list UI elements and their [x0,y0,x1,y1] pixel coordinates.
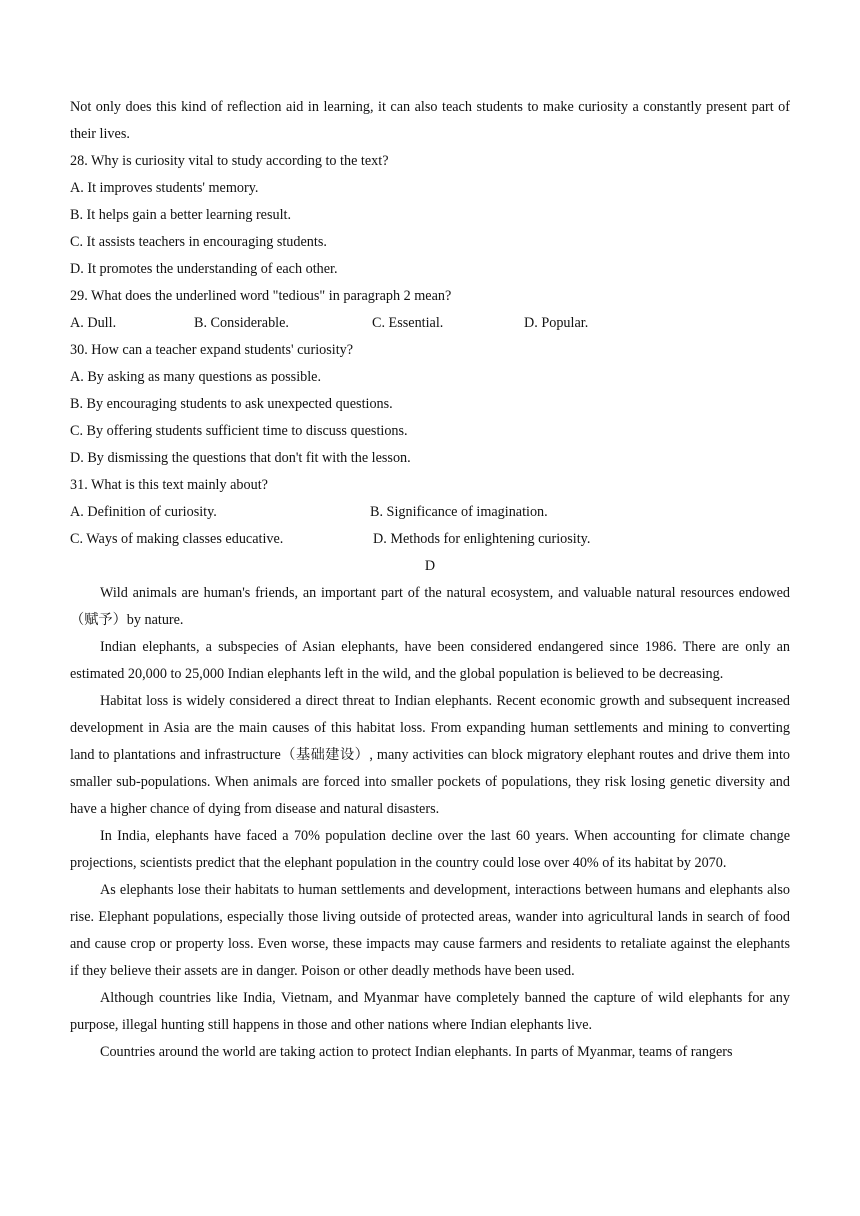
question-30-option-a: A. By asking as many questions as possible. [70,369,322,385]
question-31 [70,472,790,553]
passage-d-paragraph: Wild animals are human's friends, an important part of the natural ecosystem, and valuable natural resources endowed（赋予）by nature. [70,585,790,628]
section-d-passage [70,580,790,1066]
question-30-option-c: C. By offering students sufficient time to discuss questions. [70,423,408,439]
question-30-option-d: D. By dismissing the questions that don't fit with the lesson. [70,450,411,466]
question-28-option-b: B. It helps gain a better learning result. [70,207,292,223]
question-28 [70,148,790,283]
question-29-option-a: A. Dull. [70,315,117,331]
question-29 [70,283,790,337]
question-28-option-c: C. It assists teachers in encouraging students. [70,234,327,250]
passage-d-paragraph: In India, elephants have faced a 70% population decline over the last 60 years. When accounting for climate change projections, scientists predict that the elephant population in the country could lose over 40% of its habitat by 2070. [70,828,790,871]
passage-d-paragraph: Indian elephants, a subspecies of Asian elephants, have been considered endangered since 1986. There are only an estimated 20,000 to 25,000 Indian elephants left in the wild, and the global population is believed to be decreasing. [70,639,790,682]
question-29-stem: 29. What does the underlined word "tedious" in paragraph 2 mean? [70,288,452,304]
passage-d-paragraph: Countries around the world are taking action to protect Indian elephants. In parts of Myanmar, teams of rangers [100,1044,733,1060]
question-31-option-a: A. Definition of curiosity. [70,504,217,520]
question-28-stem: 28. Why is curiosity vital to study according to the text? [70,153,389,169]
passage-c-closing-paragraph: Not only does this kind of reflection aid in learning, it can also teach students to make curiosity a constantly present part of their lives. [70,99,790,142]
question-28-option-a: A. It improves students' memory. [70,180,259,196]
document-page [70,94,790,1066]
question-31-option-d: D. Methods for enlightening curiosity. [373,531,591,547]
question-29-option-c: C. Essential. [372,315,444,331]
question-31-option-c: C. Ways of making classes educative. [70,531,284,547]
question-30 [70,337,790,472]
question-29-options [70,310,790,337]
question-31-options-row-1 [70,499,790,526]
passage-d-paragraph: Habitat loss is widely considered a direct threat to Indian elephants. Recent economic growth and subsequent increased development in Asia are the main causes of this habitat loss. From expanding human settlements and mining to converting land to plantations and infrastructure（基础建设）, many activities can block migratory elephant routes and drive them into smaller sub-populations. When animals are forced into smaller pockets of populations, they risk losing genetic diversity and have a higher chance of dying from disease and natural disasters. [70,693,790,817]
question-30-stem: 30. How can a teacher expand students' curiosity? [70,342,354,358]
section-d-heading: D [424,558,436,574]
passage-d-paragraph: Although countries like India, Vietnam, and Myanmar have completely banned the capture of wild elephants for any purpose, illegal hunting still happens in those and other nations where Indian elephants live. [70,990,790,1033]
question-29-option-b: B. Considerable. [194,315,289,331]
question-30-option-b: B. By encouraging students to ask unexpected questions. [70,396,393,412]
question-31-option-b: B. Significance of imagination. [370,504,548,520]
question-28-option-d: D. It promotes the understanding of each other. [70,261,338,277]
passage-d-paragraph: As elephants lose their habitats to human settlements and development, interactions between humans and elephants also rise. Elephant populations, especially those living outside of protected areas, wander into agricultural lands in search of food and cause crop or property loss. Even worse, these impacts may cause farmers and residents to retaliate against the elephants if they believe their assets are in danger. Poison or other deadly methods have been used. [70,882,790,979]
question-29-option-d: D. Popular. [524,315,589,331]
question-31-options-row-2 [70,526,790,553]
question-31-stem: 31. What is this text mainly about? [70,477,268,493]
